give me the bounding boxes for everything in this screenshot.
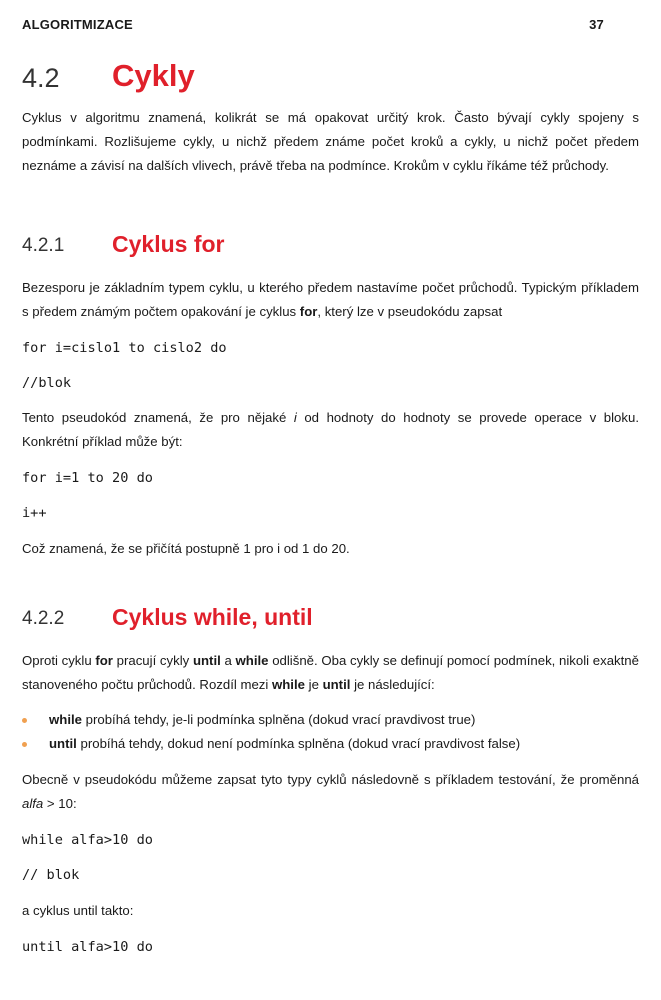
text-run: Bezesporu je základním typem cyklu, u kterého předem nastavíme počet průchodů. Typickým příkladem s předem známým počtem opakování je cyklus bbox=[22, 280, 639, 319]
paragraph bbox=[22, 768, 639, 816]
code-line: for i=cislo1 to cislo2 do bbox=[22, 340, 227, 356]
list-item bbox=[22, 732, 639, 756]
text-run: , který lze v pseudokódu zapsat bbox=[317, 304, 503, 319]
text-run: je následující: bbox=[350, 677, 435, 692]
list-item bbox=[22, 708, 639, 732]
text-run: a bbox=[220, 653, 236, 668]
code-line: until alfa>10 do bbox=[22, 939, 153, 955]
text-run: Oproti cyklu bbox=[22, 653, 96, 668]
bold-keyword: while bbox=[49, 712, 82, 727]
intro-paragraph: Cyklus v algoritmu znamená, kolikrát se má opakovat určitý krok. Často bývají cykly spojeny s podmínkami. Rozlišujeme cykly, u nichž předem známe počet kroků a cykly, u nichž počet předem neznáme a závisí na dalších vlivech, právě třeba na podmínce. Krokům v cyklu říkáme též průchody. bbox=[22, 110, 639, 173]
page-number: 37 bbox=[589, 17, 604, 32]
subsection-number: 4.2.2 bbox=[22, 608, 65, 629]
code-line: for i=1 to 20 do bbox=[22, 470, 153, 486]
subsection-title: Cyklus while, until bbox=[112, 604, 313, 630]
bold-keyword: until bbox=[192, 653, 221, 668]
section-number: 4.2 bbox=[22, 63, 60, 93]
bullet-dot-icon bbox=[22, 742, 27, 747]
code-line: //blok bbox=[22, 375, 72, 391]
bold-keyword: for bbox=[95, 653, 113, 668]
paragraph bbox=[22, 276, 639, 324]
bold-keyword: while bbox=[235, 653, 269, 668]
bold-keyword: while bbox=[271, 677, 305, 692]
text-run: > 10: bbox=[43, 796, 77, 811]
bold-keyword: for bbox=[299, 304, 318, 319]
list-item-text: probíhá tehdy, dokud není podmínka splněna (dokud vrací pravdivost false) bbox=[76, 736, 521, 751]
section-title: Cykly bbox=[112, 58, 195, 93]
paragraph: Což znamená, že se přičítá postupně 1 pro i od 1 do 20. bbox=[22, 541, 350, 556]
paragraph bbox=[22, 406, 639, 454]
text-run: je bbox=[304, 677, 323, 692]
code-line: while alfa>10 do bbox=[22, 832, 153, 848]
bold-keyword: until bbox=[322, 677, 351, 692]
italic-variable: i bbox=[293, 410, 297, 425]
text-run: odlišně. Oba cykly se definují pomocí podmínek, nikoli exaktně stanoveného počtu průchodů. Rozdíl mezi bbox=[22, 653, 639, 692]
bullet-dot-icon bbox=[22, 718, 27, 723]
italic-variable: alfa bbox=[22, 796, 44, 811]
bold-keyword: until bbox=[49, 736, 77, 751]
subsection-number: 4.2.1 bbox=[22, 235, 65, 256]
list-item-text: probíhá tehdy, je-li podmínka splněna (dokud vrací pravdivost true) bbox=[81, 712, 476, 727]
bullet-list bbox=[22, 708, 639, 756]
paragraph bbox=[22, 649, 639, 697]
text-run: pracují cykly bbox=[112, 653, 193, 668]
running-header bbox=[22, 17, 604, 32]
paragraph: a cyklus until takto: bbox=[22, 903, 134, 918]
text-run: Tento pseudokód znamená, že pro nějaké bbox=[22, 410, 294, 425]
code-line: // blok bbox=[22, 867, 80, 883]
header-title: ALGORITMIZACE bbox=[22, 17, 133, 32]
code-line: i++ bbox=[22, 505, 47, 521]
text-run: Obecně v pseudokódu můžeme zapsat tyto typy cyklů následovně s příkladem testování, že proměnná bbox=[22, 772, 639, 787]
text-run: od hodnoty do hodnoty se provede operace v bloku. Konkrétní příklad může být: bbox=[22, 410, 639, 449]
subsection-title: Cyklus for bbox=[112, 231, 225, 257]
